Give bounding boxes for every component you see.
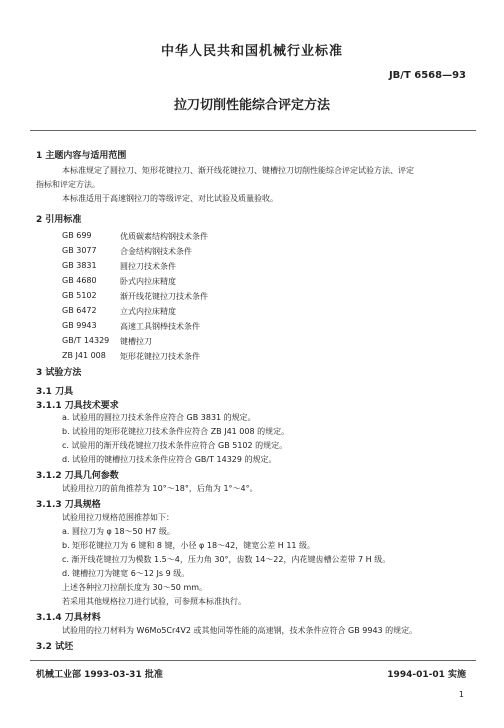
reference-name: 合金结构钢技术条件 [120, 247, 192, 256]
footer-divider [30, 660, 476, 661]
subsection-3-2: 3.2 试坯 [36, 642, 74, 652]
subsection-3-1-3-note-2: 若采用其他规格拉刀进行试验，可参照本标准执行。 [62, 597, 246, 606]
reference-name: 矩形花键拉刀技术条件 [120, 352, 200, 361]
section-2-heading: 2 引用标准 [36, 215, 82, 225]
subsection-3-1-2-text: 试验用拉刀的前角推荐为 10°～18°，后角为 1°～4°。 [62, 484, 258, 493]
list-item: b. 试验用的矩形花键拉刀技术条件应符合 ZB J41 008 的规定。 [62, 427, 290, 436]
reference-code: GB/T 14329 [62, 336, 110, 345]
list-item: d. 试验用的键槽拉刀技术条件应符合 GB/T 14329 的规定。 [62, 455, 277, 464]
reference-code: GB 3831 [62, 261, 97, 270]
subsection-3-1-1: 3.1.1 刀具技术要求 [36, 401, 119, 411]
subsection-3-1-2: 3.1.2 刀具几何参数 [36, 471, 119, 481]
list-item: b. 矩形花键拉刀为 6 键和 8 键，小径 φ 18～42，键宽公差 H 11 级。 [62, 541, 316, 550]
approval-date: 机械工业部 1993-03-31 批准 [36, 670, 163, 680]
subsection-3-1-3-note-1: 上述各种拉刀拉削长度为 30～50 mm。 [62, 583, 208, 592]
section-1-paragraph-1-line-1: 本标准规定了圆拉刀、矩形花键拉刀、渐开线花键拉刀、键槽拉刀切削性能综合评定试验方法、评定 [62, 166, 414, 175]
reference-name: 卧式内拉床精度 [120, 277, 176, 286]
page-number: 1 [458, 690, 464, 699]
issuing-authority: 中华人民共和国机械行业标准 [160, 44, 343, 59]
list-item: a. 试验用的圆拉刀技术条件应符合 GB 3831 的规定。 [62, 413, 256, 422]
section-1-paragraph-2: 本标准适用于高速钢拉刀的等级评定、对比试验及质量验收。 [62, 194, 278, 203]
effective-date: 1994-01-01 实施 [387, 670, 466, 680]
section-3-heading: 3 试验方法 [36, 368, 82, 378]
reference-name: 圆拉刀技术条件 [120, 262, 176, 271]
list-item: a. 圆拉刀为 φ 18～50 H7 级。 [62, 527, 175, 536]
subsection-3-1-4: 3.1.4 刀具材料 [36, 613, 101, 623]
header-divider [30, 130, 476, 131]
list-item: c. 试验用的渐开线花键拉刀技术条件应符合 GB 5102 的规定。 [62, 441, 288, 450]
reference-code: ZB J41 008 [62, 351, 106, 360]
reference-code: GB 699 [62, 231, 92, 240]
reference-code: GB 3077 [62, 246, 97, 255]
reference-name: 高速工具钢棒技术条件 [120, 322, 200, 331]
subsection-3-1-4-text: 试验用的拉刀材料为 W6Mo5Cr4V2 或其他同等性能的高速钢，技术条件应符合 GB 9943 的规定。 [62, 626, 418, 635]
section-1-paragraph-1-line-2: 指标和评定方法。 [36, 180, 100, 189]
document-title: 拉刀切削性能综合评定方法 [173, 98, 330, 113]
reference-code: GB 6472 [62, 306, 97, 315]
subsection-3-1-3-intro: 试验用拉刀规格范围推荐如下： [62, 513, 174, 522]
reference-name: 键槽拉刀 [120, 337, 152, 346]
subsection-3-1-3: 3.1.3 刀具规格 [36, 500, 101, 510]
reference-name: 渐开线花键拉刀技术条件 [120, 292, 208, 301]
subsection-3-1: 3.1 刀具 [36, 387, 74, 397]
reference-code: GB 4680 [62, 276, 97, 285]
list-item: c. 渐开线花键拉刀为模数 1.5～4，压力角 30°，齿数 14～22，内花键齿槽公差带 7 H 级。 [62, 555, 391, 564]
section-1-heading: 1 主题内容与适用范围 [36, 151, 127, 161]
reference-name: 优质碳素结构钢技术条件 [120, 232, 208, 241]
reference-code: GB 5102 [62, 291, 97, 300]
reference-code: GB 9943 [62, 321, 97, 330]
list-item: d. 键槽拉刀为键宽 6～12 Js 9 级。 [62, 569, 190, 578]
reference-name: 立式内拉床精度 [120, 307, 176, 316]
standard-code: JB/T 6568—93 [388, 70, 466, 81]
